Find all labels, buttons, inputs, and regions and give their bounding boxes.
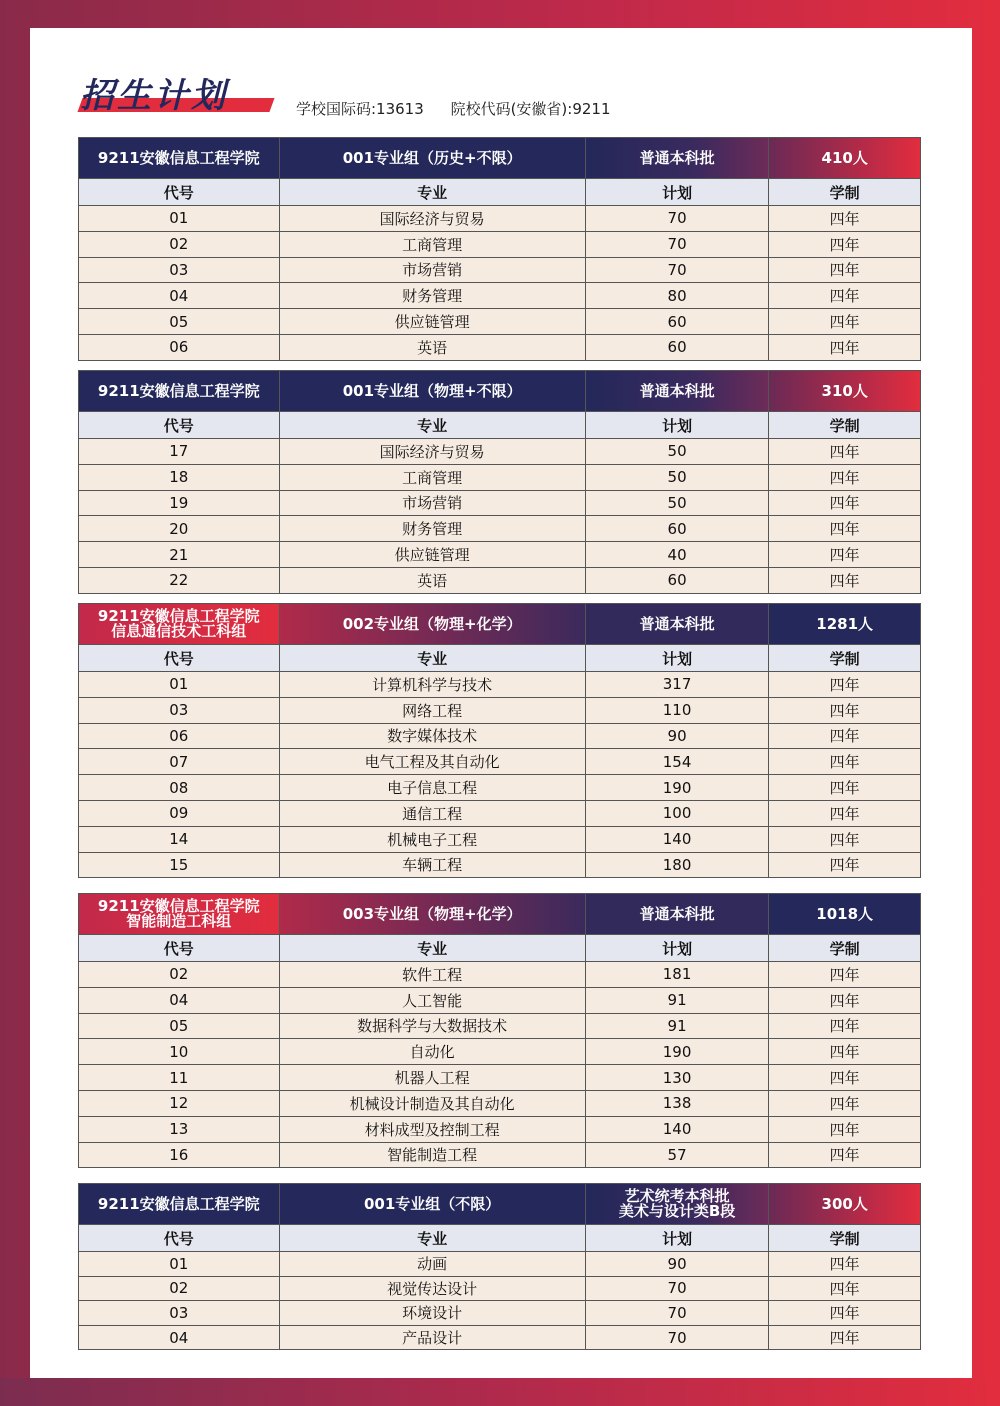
cell-code: 11 bbox=[79, 1064, 280, 1090]
cell-major: 财务管理 bbox=[280, 282, 586, 308]
col-plan: 计划 bbox=[586, 411, 770, 438]
table-row bbox=[79, 826, 920, 852]
cell-plan: 90 bbox=[586, 723, 770, 749]
table-row bbox=[79, 257, 920, 283]
cell-major: 工商管理 bbox=[280, 464, 586, 490]
plan-table bbox=[78, 370, 921, 594]
group-name: 001专业组（历史+不限） bbox=[280, 138, 586, 178]
cell-code: 14 bbox=[79, 826, 280, 852]
cell-plan: 91 bbox=[586, 1013, 770, 1039]
cell-code: 21 bbox=[79, 541, 280, 567]
cell-plan: 190 bbox=[586, 1038, 770, 1064]
cell-major: 网络工程 bbox=[280, 697, 586, 723]
cell-major: 通信工程 bbox=[280, 800, 586, 826]
cell-code: 13 bbox=[79, 1116, 280, 1142]
page-title: 招生计划 bbox=[80, 76, 228, 116]
plan-table bbox=[78, 603, 921, 878]
table-row bbox=[79, 748, 920, 774]
batch-line2: 美术与设计类B段 bbox=[618, 1202, 736, 1220]
cell-major: 国际经济与贸易 bbox=[280, 438, 586, 464]
table-row bbox=[79, 671, 920, 697]
col-code: 代号 bbox=[79, 934, 280, 961]
table-row bbox=[79, 464, 920, 490]
col-major: 专业 bbox=[280, 178, 586, 205]
cell-plan: 140 bbox=[586, 1116, 770, 1142]
col-plan: 计划 bbox=[586, 1224, 770, 1251]
cell-years: 四年 bbox=[769, 1064, 920, 1090]
cell-years: 四年 bbox=[769, 541, 920, 567]
cell-code: 09 bbox=[79, 800, 280, 826]
school-name: 9211安徽信息工程学院 bbox=[79, 371, 280, 411]
plan-table bbox=[78, 1183, 921, 1350]
cell-years: 四年 bbox=[769, 257, 920, 283]
cell-plan: 317 bbox=[586, 671, 770, 697]
cell-code: 20 bbox=[79, 515, 280, 541]
cell-plan: 40 bbox=[586, 541, 770, 567]
cell-code: 17 bbox=[79, 438, 280, 464]
table-row bbox=[79, 541, 920, 567]
cell-code: 15 bbox=[79, 852, 280, 878]
table-header bbox=[79, 371, 920, 411]
cell-years: 四年 bbox=[769, 308, 920, 334]
cell-major: 产品设计 bbox=[280, 1325, 586, 1350]
school-name: 9211安徽信息工程学院 bbox=[79, 138, 280, 178]
total-count: 300人 bbox=[769, 1184, 920, 1224]
cell-plan: 60 bbox=[586, 308, 770, 334]
plan-table bbox=[78, 137, 921, 361]
cell-major: 财务管理 bbox=[280, 515, 586, 541]
cell-code: 01 bbox=[79, 205, 280, 231]
cell-code: 12 bbox=[79, 1090, 280, 1116]
cell-code: 08 bbox=[79, 774, 280, 800]
group-name: 001专业组（物理+不限） bbox=[280, 371, 586, 411]
cell-years: 四年 bbox=[769, 697, 920, 723]
cell-code: 01 bbox=[79, 671, 280, 697]
cell-code: 04 bbox=[79, 1325, 280, 1350]
cell-code: 19 bbox=[79, 490, 280, 516]
cell-years: 四年 bbox=[769, 231, 920, 257]
table-header bbox=[79, 1184, 920, 1224]
col-code: 代号 bbox=[79, 644, 280, 671]
cell-code: 22 bbox=[79, 567, 280, 593]
cell-plan: 70 bbox=[586, 1276, 770, 1301]
cell-major: 英语 bbox=[280, 567, 586, 593]
total-count: 310人 bbox=[769, 371, 920, 411]
cell-plan: 70 bbox=[586, 231, 770, 257]
cell-code: 01 bbox=[79, 1251, 280, 1276]
table-row bbox=[79, 723, 920, 749]
table-row bbox=[79, 1300, 920, 1325]
cell-code: 03 bbox=[79, 257, 280, 283]
table-row bbox=[79, 852, 920, 878]
cell-years: 四年 bbox=[769, 671, 920, 697]
cell-years: 四年 bbox=[769, 800, 920, 826]
cell-code: 05 bbox=[79, 308, 280, 334]
cell-code: 16 bbox=[79, 1142, 280, 1168]
cell-major: 机械电子工程 bbox=[280, 826, 586, 852]
column-headers bbox=[79, 178, 920, 205]
table-row bbox=[79, 961, 920, 987]
table-header bbox=[79, 604, 920, 644]
cell-years: 四年 bbox=[769, 1013, 920, 1039]
cell-plan: 91 bbox=[586, 987, 770, 1013]
cell-major: 人工智能 bbox=[280, 987, 586, 1013]
batch-name: 普通本科批 bbox=[586, 894, 770, 934]
cell-major: 工商管理 bbox=[280, 231, 586, 257]
cell-major: 自动化 bbox=[280, 1038, 586, 1064]
cell-major: 机器人工程 bbox=[280, 1064, 586, 1090]
table-row bbox=[79, 515, 920, 541]
table-row bbox=[79, 1013, 920, 1039]
cell-code: 04 bbox=[79, 987, 280, 1013]
cell-code: 05 bbox=[79, 1013, 280, 1039]
cell-major: 数据科学与大数据技术 bbox=[280, 1013, 586, 1039]
cell-major: 环境设计 bbox=[280, 1300, 586, 1325]
table-header bbox=[79, 138, 920, 178]
col-major: 专业 bbox=[280, 411, 586, 438]
cell-years: 四年 bbox=[769, 1142, 920, 1168]
batch-name: 普通本科批 bbox=[586, 138, 770, 178]
cell-plan: 70 bbox=[586, 205, 770, 231]
table-row bbox=[79, 334, 920, 360]
table-row bbox=[79, 282, 920, 308]
cell-plan: 60 bbox=[586, 567, 770, 593]
intl-code: 学校国际码:13613 bbox=[296, 100, 424, 118]
cell-major: 国际经济与贸易 bbox=[280, 205, 586, 231]
col-code: 代号 bbox=[79, 411, 280, 438]
plan-table bbox=[78, 893, 921, 1168]
cell-plan: 110 bbox=[586, 697, 770, 723]
cell-plan: 140 bbox=[586, 826, 770, 852]
cell-major: 软件工程 bbox=[280, 961, 586, 987]
col-code: 代号 bbox=[79, 178, 280, 205]
cell-major: 计算机科学与技术 bbox=[280, 671, 586, 697]
cell-major: 市场营销 bbox=[280, 257, 586, 283]
cell-years: 四年 bbox=[769, 490, 920, 516]
table-row bbox=[79, 1142, 920, 1168]
group-name: 002专业组（物理+化学） bbox=[280, 604, 586, 644]
col-code: 代号 bbox=[79, 1224, 280, 1251]
col-years: 学制 bbox=[769, 178, 920, 205]
cell-years: 四年 bbox=[769, 826, 920, 852]
cell-code: 18 bbox=[79, 464, 280, 490]
cell-plan: 138 bbox=[586, 1090, 770, 1116]
column-headers bbox=[79, 411, 920, 438]
cell-plan: 80 bbox=[586, 282, 770, 308]
cell-years: 四年 bbox=[769, 1276, 920, 1301]
cell-years: 四年 bbox=[769, 1038, 920, 1064]
cell-code: 02 bbox=[79, 961, 280, 987]
cell-years: 四年 bbox=[769, 464, 920, 490]
province-code: 院校代码(安徽省):9211 bbox=[450, 100, 611, 118]
total-count: 1281人 bbox=[769, 604, 920, 644]
col-major: 专业 bbox=[280, 644, 586, 671]
cell-major: 数字媒体技术 bbox=[280, 723, 586, 749]
col-plan: 计划 bbox=[586, 178, 770, 205]
cell-years: 四年 bbox=[769, 987, 920, 1013]
cell-years: 四年 bbox=[769, 1251, 920, 1276]
cell-years: 四年 bbox=[769, 774, 920, 800]
table-row bbox=[79, 1251, 920, 1276]
table-row bbox=[79, 800, 920, 826]
cell-code: 06 bbox=[79, 723, 280, 749]
cell-major: 机械设计制造及其自动化 bbox=[280, 1090, 586, 1116]
group-name: 001专业组（不限） bbox=[280, 1184, 586, 1224]
cell-major: 材料成型及控制工程 bbox=[280, 1116, 586, 1142]
col-years: 学制 bbox=[769, 1224, 920, 1251]
table-row bbox=[79, 490, 920, 516]
table-row bbox=[79, 205, 920, 231]
cell-plan: 130 bbox=[586, 1064, 770, 1090]
school-name-line1: 9211安徽信息工程学院 bbox=[97, 607, 260, 625]
school-name bbox=[79, 604, 280, 644]
cell-major: 动画 bbox=[280, 1251, 586, 1276]
cell-years: 四年 bbox=[769, 282, 920, 308]
cell-major: 供应链管理 bbox=[280, 308, 586, 334]
col-years: 学制 bbox=[769, 934, 920, 961]
cell-years: 四年 bbox=[769, 961, 920, 987]
cell-years: 四年 bbox=[769, 515, 920, 541]
col-major: 专业 bbox=[280, 1224, 586, 1251]
cell-code: 02 bbox=[79, 1276, 280, 1301]
cell-plan: 70 bbox=[586, 1300, 770, 1325]
cell-years: 四年 bbox=[769, 1116, 920, 1142]
cell-code: 07 bbox=[79, 748, 280, 774]
school-codes bbox=[296, 98, 611, 119]
cell-code: 02 bbox=[79, 231, 280, 257]
table-row bbox=[79, 774, 920, 800]
school-name-line1: 9211安徽信息工程学院 bbox=[97, 897, 260, 915]
school-name: 9211安徽信息工程学院 bbox=[79, 1184, 280, 1224]
group-name: 003专业组（物理+化学） bbox=[280, 894, 586, 934]
cell-plan: 70 bbox=[586, 257, 770, 283]
school-name-line2: 智能制造工科组 bbox=[126, 912, 232, 930]
column-headers bbox=[79, 1224, 920, 1251]
table-row bbox=[79, 1325, 920, 1350]
table-row bbox=[79, 438, 920, 464]
cell-major: 电气工程及其自动化 bbox=[280, 748, 586, 774]
table-row bbox=[79, 308, 920, 334]
batch-name bbox=[586, 1184, 770, 1224]
table-row bbox=[79, 567, 920, 593]
cell-years: 四年 bbox=[769, 567, 920, 593]
cell-plan: 90 bbox=[586, 1251, 770, 1276]
title-block bbox=[80, 68, 228, 118]
cell-years: 四年 bbox=[769, 205, 920, 231]
batch-name: 普通本科批 bbox=[586, 604, 770, 644]
table-row bbox=[79, 987, 920, 1013]
cell-plan: 60 bbox=[586, 334, 770, 360]
col-major: 专业 bbox=[280, 934, 586, 961]
school-name-line2: 信息通信技术工科组 bbox=[111, 622, 247, 640]
cell-years: 四年 bbox=[769, 852, 920, 878]
table-row bbox=[79, 697, 920, 723]
col-years: 学制 bbox=[769, 411, 920, 438]
cell-code: 04 bbox=[79, 282, 280, 308]
cell-plan: 60 bbox=[586, 515, 770, 541]
cell-plan: 70 bbox=[586, 1325, 770, 1350]
cell-major: 电子信息工程 bbox=[280, 774, 586, 800]
cell-major: 车辆工程 bbox=[280, 852, 586, 878]
batch-name: 普通本科批 bbox=[586, 371, 770, 411]
column-headers bbox=[79, 644, 920, 671]
table-row bbox=[79, 1276, 920, 1301]
col-plan: 计划 bbox=[586, 934, 770, 961]
cell-code: 10 bbox=[79, 1038, 280, 1064]
cell-code: 03 bbox=[79, 1300, 280, 1325]
table-row bbox=[79, 1090, 920, 1116]
school-name bbox=[79, 894, 280, 934]
cell-plan: 50 bbox=[586, 464, 770, 490]
cell-plan: 57 bbox=[586, 1142, 770, 1168]
cell-years: 四年 bbox=[769, 438, 920, 464]
table-row bbox=[79, 1116, 920, 1142]
cell-major: 英语 bbox=[280, 334, 586, 360]
cell-code: 06 bbox=[79, 334, 280, 360]
cell-plan: 180 bbox=[586, 852, 770, 878]
cell-years: 四年 bbox=[769, 748, 920, 774]
batch-line1: 艺术统考本科批 bbox=[624, 1187, 730, 1205]
table-header bbox=[79, 894, 920, 934]
cell-plan: 181 bbox=[586, 961, 770, 987]
table-row bbox=[79, 1064, 920, 1090]
cell-major: 智能制造工程 bbox=[280, 1142, 586, 1168]
column-headers bbox=[79, 934, 920, 961]
cell-major: 供应链管理 bbox=[280, 541, 586, 567]
cell-years: 四年 bbox=[769, 1325, 920, 1350]
total-count: 1018人 bbox=[769, 894, 920, 934]
cell-plan: 50 bbox=[586, 490, 770, 516]
cell-code: 03 bbox=[79, 697, 280, 723]
cell-plan: 100 bbox=[586, 800, 770, 826]
cell-plan: 154 bbox=[586, 748, 770, 774]
cell-major: 视觉传达设计 bbox=[280, 1276, 586, 1301]
col-years: 学制 bbox=[769, 644, 920, 671]
cell-years: 四年 bbox=[769, 723, 920, 749]
cell-years: 四年 bbox=[769, 1300, 920, 1325]
total-count: 410人 bbox=[769, 138, 920, 178]
cell-major: 市场营销 bbox=[280, 490, 586, 516]
cell-years: 四年 bbox=[769, 1090, 920, 1116]
bottom-band bbox=[0, 1378, 1000, 1406]
table-row bbox=[79, 231, 920, 257]
cell-plan: 50 bbox=[586, 438, 770, 464]
cell-years: 四年 bbox=[769, 334, 920, 360]
col-plan: 计划 bbox=[586, 644, 770, 671]
cell-plan: 190 bbox=[586, 774, 770, 800]
table-row bbox=[79, 1038, 920, 1064]
